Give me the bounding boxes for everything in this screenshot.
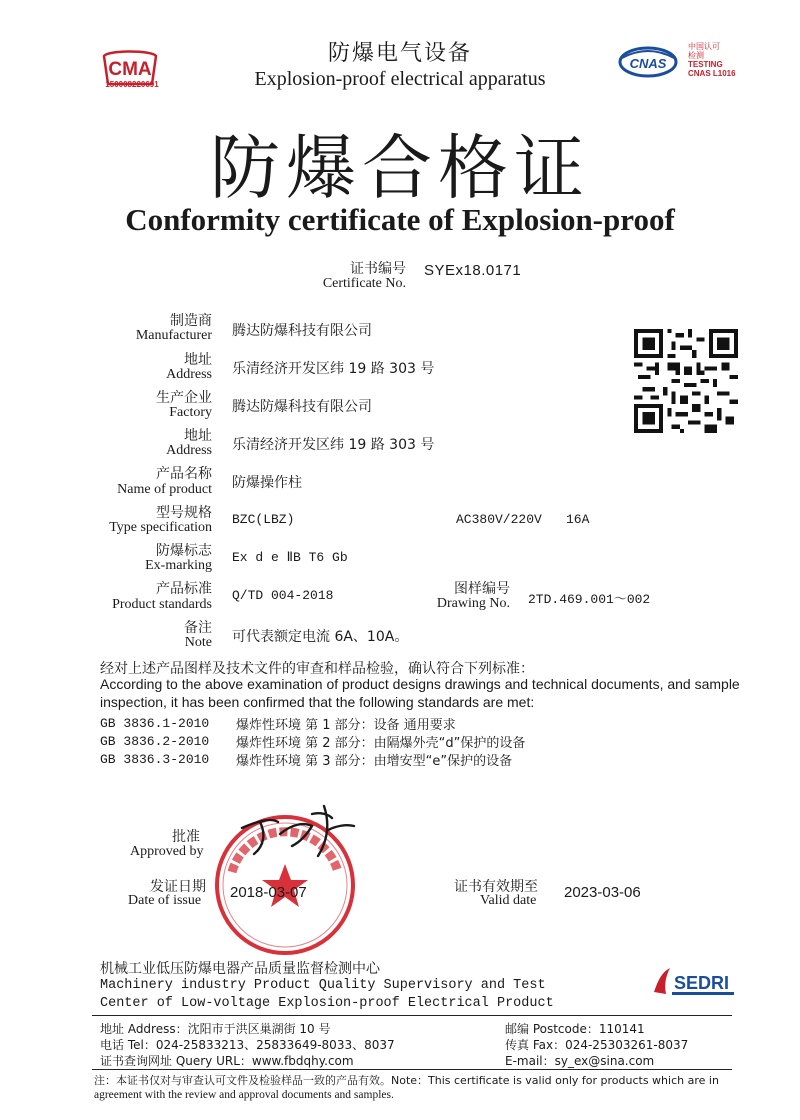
note-label-en: Note (184, 635, 212, 650)
manufacturer-label-en: Manufacturer (135, 328, 212, 343)
valid-date-label-zh: 证书有效期至 (454, 879, 538, 895)
standard-desc: 爆炸性环境 第 2 部分：由隔爆外壳“d”保护的设备 (236, 736, 526, 751)
issue-date-label-en: Date of issue (128, 893, 202, 908)
cnas-caption-en: TESTING CNAS L1016 (688, 60, 736, 78)
issuer-name-zh: 机械工业低压防爆电器产品质量监督检测中心 (100, 961, 380, 977)
category-zh: 防爆电气设备 (327, 41, 472, 66)
product-standards-label-zh: 产品标准 (156, 581, 212, 597)
product-standards-label-en: Product standards (112, 597, 212, 612)
contact-query-url: 证书查询网址 Query URL：www.fbdqhy.com (100, 1054, 354, 1068)
manufacturer-value: 腾达防爆科技有限公司 (232, 323, 372, 339)
drawing-no-label-zh: 图样编号 (454, 581, 510, 597)
cnas-caption-zh: 中国认可 检测 (688, 42, 720, 60)
standard-desc: 爆炸性环境 第 3 部分：由增安型“e”保护的设备 (236, 754, 513, 769)
contact-fax: 传真 Fax：024-25303261-8037 (505, 1038, 689, 1052)
contact-tel: 电话 Tel：024-25833213、25833649-8033、8037 (100, 1038, 395, 1052)
ex-marking-label-zh: 防爆标志 (156, 543, 212, 559)
factory-label-zh: 生产企业 (156, 390, 212, 406)
type-model-value: BZC(LBZ) (232, 512, 295, 527)
issuer-name-en-line2: Center of Low-voltage Explosion-proof Electrical Product (100, 996, 554, 1011)
svg-text:SEDRI: SEDRI (674, 973, 730, 993)
product-name-label-en: Name of product (117, 482, 212, 497)
type-spec-label-en: Type specification (109, 520, 212, 535)
factory-value: 腾达防爆科技有限公司 (232, 399, 372, 415)
address-label-en: Address (166, 367, 212, 382)
sedri-logo (648, 962, 740, 1002)
standard-desc: 爆炸性环境 第 1 部分：设备 通用要求 (236, 718, 456, 733)
svg-text:CNAS: CNAS (629, 56, 667, 71)
ex-marking-label-en: Ex-marking (145, 558, 212, 573)
certificate-no-label-en: Certificate No. (322, 276, 406, 291)
standard-code: GB 3836.2-2010 (100, 734, 210, 749)
footer-note-line2: agreement with the review and approval documents and samples. (94, 1089, 394, 1101)
statement-zh: 经对上述产品图样及技术文件的审查和样品检验，确认符合下列标准： (100, 661, 534, 677)
standard-code: GB 3836.3-2010 (100, 752, 210, 767)
drawing-no-label-en: Drawing No. (436, 596, 510, 611)
type-voltage-value: AC380V/220V (456, 512, 542, 527)
valid-date-label-en: Valid date (480, 893, 537, 908)
certificate-no-value: SYEx18.0171 (424, 262, 522, 279)
contact-address: 地址 Address：沈阳市于洪区巢湖街 10 号 (100, 1022, 331, 1036)
factory-address-label-en: Address (166, 443, 212, 458)
type-current-value: 16A (566, 512, 590, 527)
svg-text:CMA: CMA (108, 59, 152, 80)
approved-label-zh: 批准 (172, 829, 200, 845)
signature (220, 784, 380, 864)
title-zh: 防爆合格证 (210, 127, 590, 209)
contact-postcode: 邮编 Postcode：110141 (505, 1022, 645, 1036)
product-name-label-zh: 产品名称 (156, 466, 212, 482)
product-standards-value: Q/TD 004-2018 (232, 588, 334, 603)
factory-label-en: Factory (169, 405, 212, 420)
standard-code: GB 3836.1-2010 (100, 716, 210, 731)
note-label-zh: 备注 (184, 620, 212, 636)
footer-note-line1: 注：本证书仅对与审查认可文件及检验样品一致的产品有效。Note：This certificate is valid only for products which are in (94, 1074, 719, 1087)
issuer-name-en-line1: Machinery industry Product Quality Supervisory and Test (100, 978, 546, 993)
ex-marking-value: Ex d e ⅡB T6 Gb (232, 550, 348, 565)
valid-date-value: 2023-03-06 (564, 884, 641, 901)
type-spec-label-zh: 型号规格 (156, 505, 212, 521)
factory-address-value: 乐清经济开发区纬 19 路 303 号 (232, 437, 435, 453)
cma-number: 150008220691 (105, 80, 159, 89)
factory-address-label-zh: 地址 (184, 428, 212, 444)
product-name-value: 防爆操作柱 (232, 475, 302, 491)
certificate-no-label-zh: 证书编号 (350, 261, 406, 277)
note-value: 可代表额定电流 6A、10A。 (232, 629, 409, 645)
address-label-zh: 地址 (184, 352, 212, 368)
approved-label-en: Approved by (130, 844, 204, 859)
manufacturer-label-zh: 制造商 (170, 313, 212, 329)
statement-en-line2: inspection, it has been confirmed that the following standards are met: (100, 694, 535, 710)
address-value: 乐清经济开发区纬 19 路 303 号 (232, 361, 435, 377)
contact-email: E-mail：sy_ex@sina.com (505, 1054, 655, 1068)
statement-en-line1: According to the above examination of product designs drawings and technical documents, and sample (100, 676, 740, 692)
issue-date-value: 2018-03-07 (230, 884, 307, 901)
drawing-no-value: 2TD.469.001～002 (528, 592, 651, 607)
issue-date-label-zh: 发证日期 (150, 879, 206, 895)
title-en: Conformity certificate of Explosion-proof (125, 202, 675, 237)
category-en: Explosion-proof electrical apparatus (254, 68, 546, 90)
qr-code (634, 326, 738, 436)
